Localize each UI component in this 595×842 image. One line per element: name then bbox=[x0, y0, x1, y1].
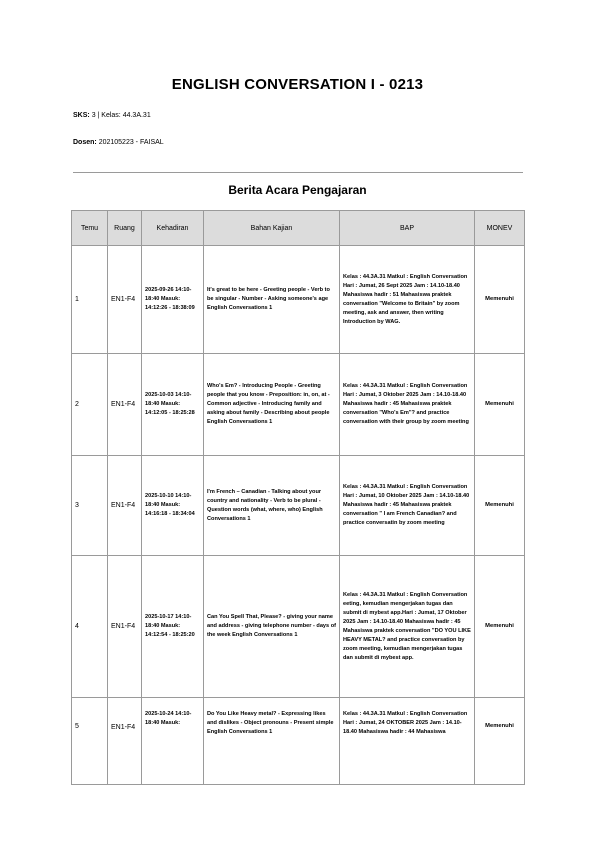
cell-kehadiran: 2025-10-24 14:10-18:40 Masuk: bbox=[142, 698, 204, 785]
page-title: ENGLISH CONVERSATION I - 0213 bbox=[171, 76, 424, 93]
table-row bbox=[72, 456, 525, 556]
header-bap: BAP bbox=[340, 211, 475, 246]
cell-bahan-kajian: Do You Like Heavy metal? - Expressing likes and dislikes - Object pronouns - Present simple English Conversations 1 bbox=[204, 698, 340, 785]
cell-ruang: EN1-F4 bbox=[108, 698, 142, 785]
cell-bap: Kelas : 44.3A.31 Matkul : English Conversation Hari : Jumat, 3 Oktober 2025 Jam : 14.10-18.40 Mahasiswa hadir : 45 Mahasiswa praktek conversation "Who's Em"? and practice conversation with their group by zoom meeting bbox=[340, 354, 475, 456]
cell-temu: 4 bbox=[72, 556, 108, 698]
cell-temu: 1 bbox=[72, 246, 108, 354]
cell-bap: Kelas : 44.3A.31 Matkul : English Conversation Hari : Jumat, 26 Sept 2025 Jam : 14.10-18.40 Mahasiswa hadir : 51 Mahasiswa praktek conversation "Welcome to Britain" by zoom meeting, ask and answer, then writing Introduction by WAG. bbox=[340, 246, 475, 354]
cell-bahan-kajian: Who's Em? - Introducing People - Greeting people that you know - Preposition: in, on, at - Common adjective - Introducing family and asking about family - Describing about people English Conversations 1 bbox=[204, 354, 340, 456]
cell-monev: Memenuhi bbox=[475, 698, 525, 785]
cell-bap: Kelas : 44.3A.31 Matkul : English Conversation eeting, kemudian mengerjakan tugas dan submit di mybest app.Hari : Jumat, 17 Oktober 2025 Jam : 14.10-18.40 Mahasiswa hadir : 45 Mahasiswa praktek conversation "DO YOU LIKE HEAVY METAL? and practice conversation by zoom meeting, kemudian mengerjakan tugas dan submit di mybest app. bbox=[340, 556, 475, 698]
header-monev: MONEV bbox=[475, 211, 525, 246]
cell-ruang: EN1-F4 bbox=[108, 246, 142, 354]
dosen-label: Dosen: bbox=[73, 139, 97, 146]
cell-kehadiran: 2025-09-26 14:10-18:40 Masuk: 14:12:26 - 18:38:09 bbox=[142, 246, 204, 354]
cell-bap: Kelas : 44.3A.31 Matkul : English Conversation Hari : Jumat, 10 Oktober 2025 Jam : 14.10-18.40 Mahasiswa hadir : 45 Mahasiswa praktek conversation " I am French Canadian? and practice conversatin by zoom meeting bbox=[340, 456, 475, 556]
dosen-value: 202105223 - FAISAL bbox=[98, 139, 164, 146]
cell-monev: Memenuhi bbox=[475, 246, 525, 354]
sks-label: SKS: bbox=[73, 112, 90, 119]
cell-temu: 5 bbox=[72, 698, 108, 785]
sks-value: 3 | Kelas: 44.3A.31 bbox=[91, 112, 151, 119]
header-ruang: Ruang bbox=[108, 211, 142, 246]
cell-ruang: EN1-F4 bbox=[108, 456, 142, 556]
cell-bahan-kajian: It's great to be here - Greeting people - Verb to be singular - Number - Asking someone's age English Conversations 1 bbox=[204, 246, 340, 354]
cell-kehadiran: 2025-10-10 14:10-18:40 Masuk: 14:16:18 - 18:34:04 bbox=[142, 456, 204, 556]
header-temu: Temu bbox=[72, 211, 108, 246]
cell-ruang: EN1-F4 bbox=[108, 556, 142, 698]
table-row bbox=[72, 354, 525, 456]
table-row bbox=[72, 246, 525, 354]
table-row bbox=[72, 556, 525, 698]
header-bahan-kajian: Bahan Kajian bbox=[204, 211, 340, 246]
cell-bahan-kajian: Can You Spell That, Please? - giving your name and address - giving telephone number - days of the week English Conversations 1 bbox=[204, 556, 340, 698]
section-title: Berita Acara Pengajaran bbox=[228, 183, 367, 197]
dosen-line bbox=[73, 139, 164, 146]
cell-bahan-kajian: I'm French – Canadian - Talking about your country and nationality - Verb to be plural - Question words (what, where, who) English Conversations 1 bbox=[204, 456, 340, 556]
berita-acara-table bbox=[71, 210, 525, 785]
table-header-row bbox=[72, 211, 525, 246]
cell-monev: Memenuhi bbox=[475, 556, 525, 698]
cell-monev: Memenuhi bbox=[475, 354, 525, 456]
cell-bap: Kelas : 44.3A.31 Matkul : English Conversation Hari : Jumat, 24 OKTOBER 2025 Jam : 14.10-18.40 Mahasiswa hadir : 44 Mahasiswa bbox=[340, 698, 475, 785]
cell-monev: Memenuhi bbox=[475, 456, 525, 556]
cell-kehadiran: 2025-10-03 14:10-18:40 Masuk: 14:12:05 - 18:25:28 bbox=[142, 354, 204, 456]
cell-ruang: EN1-F4 bbox=[108, 354, 142, 456]
sks-line bbox=[73, 112, 151, 119]
header-kehadiran: Kehadiran bbox=[142, 211, 204, 246]
divider bbox=[73, 172, 523, 173]
cell-temu: 3 bbox=[72, 456, 108, 556]
cell-temu: 2 bbox=[72, 354, 108, 456]
table-row bbox=[72, 698, 525, 785]
cell-kehadiran: 2025-10-17 14:10-18:40 Masuk: 14:12:54 - 18:25:20 bbox=[142, 556, 204, 698]
